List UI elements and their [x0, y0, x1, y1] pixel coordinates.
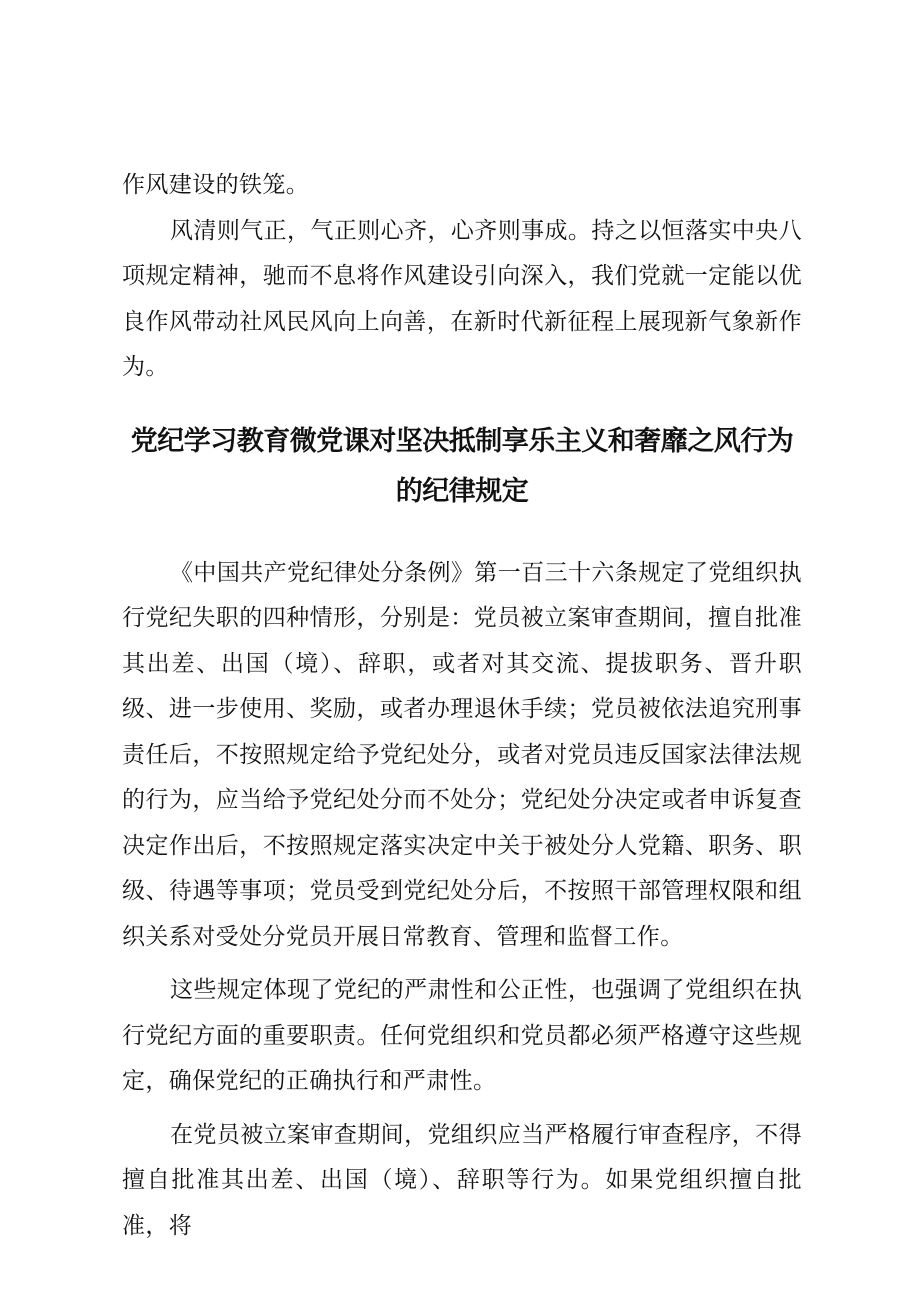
paragraph-article-136: 《中国共产党纪律处分条例》第一百三十六条规定了党组织执行党纪失职的四种情形，分别是：党员被立案审查期间，擅自批准其出差、出国（境）、辞职，或者对其交流、提拔职务、晋升职级、进一步使用、奖励，或者办理退休手续；党员被依法追究刑事责任后，不按照规定给予党纪处分，或者对党员违反国家法律法规的行为，应当给予党纪处分而不处分；党纪处分决定或者申诉复查决定作出后，不按照规定落实决定中关于被处分人党籍、职务、职级、待遇等事项；党员受到党纪处分后，不按照干部管理权限和组织关系对受处分党员开展日常教育、管理和监督工作。 [122, 559, 802, 950]
document-body [122, 163, 802, 1249]
paragraph-conclusion: 风清则气正，气正则心齐，心齐则事成。持之以恒落实中央八项规定精神，驰而不息将作风建设引向深入，我们党就一定能以优良作风带动社风民风向上向善，在新时代新征程上展现新气象新作为。 [122, 217, 802, 380]
paragraph-fragment: 作风建设的铁笼。 [122, 172, 310, 198]
section-title: 党纪学习教育微党课对坚决抵制享乐主义和奢靡之风行为的纪律规定 [130, 425, 794, 507]
paragraph-review-period: 在党员被立案审查期间，党组织应当严格履行审查程序，不得擅自批准其出差、出国（境）、辞职等行为。如果党组织擅自批准，将 [122, 1121, 802, 1239]
paragraph-significance: 这些规定体现了党纪的严肃性和公正性，也强调了党组织在执行党纪方面的重要职责。任何党组织和党员都必须严格遵守这些规定，确保党纪的正确执行和严肃性。 [122, 977, 802, 1094]
